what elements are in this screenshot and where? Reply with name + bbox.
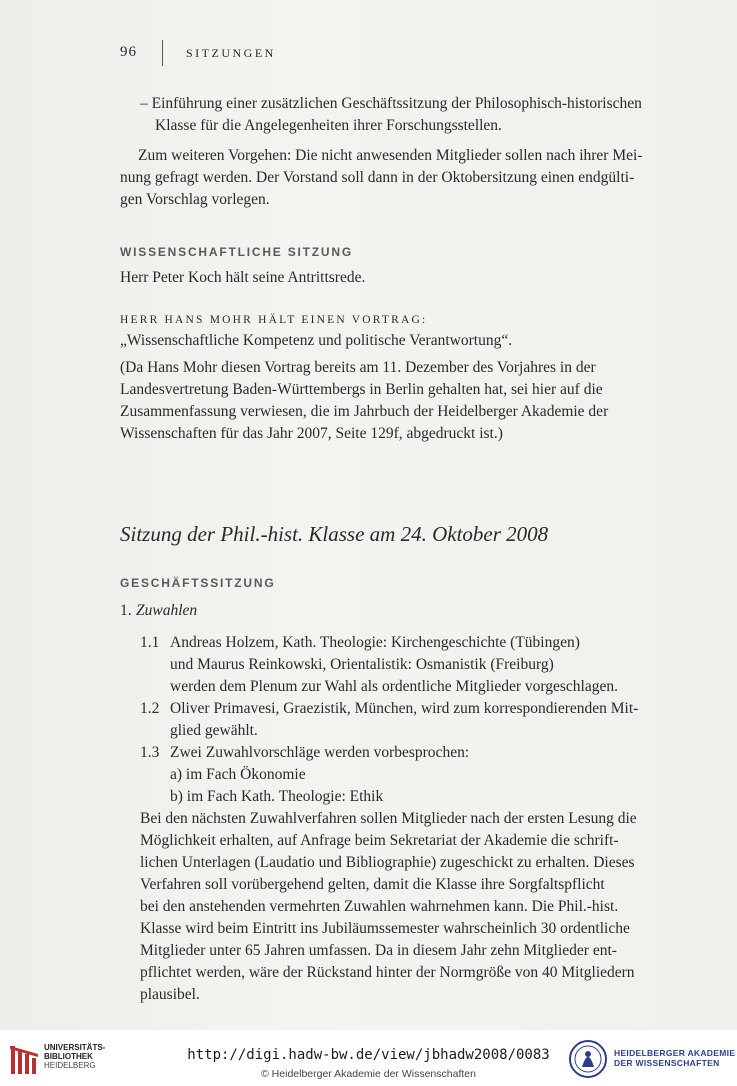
item-1-1-line-3: werden dem Plenum zur Wahl als ordentliche Mitglieder vorgeschlagen.	[170, 678, 618, 695]
closing-line-5: bei den anstehenden vermehrten Zuwahlen wahrnehmen kann. Die Phil.-hist.	[140, 898, 619, 915]
note-line-4: Wissenschaften für das Jahr 2007, Seite 129f, abgedruckt ist.)	[120, 425, 503, 442]
copyright-notice: © Heidelberger Akademie der Wissenschaften	[261, 1068, 476, 1080]
heading-business-session: GESCHÄFTSSITZUNG	[120, 576, 276, 590]
library-name-line-1: UNIVERSITÄTS-	[44, 1043, 106, 1052]
item-1-3-option-b: b) im Fach Kath. Theologie: Ethik	[170, 788, 384, 805]
running-title: SITZUNGEN	[186, 46, 276, 60]
item-1-1-number: 1.1	[140, 634, 160, 651]
item-1-3-line: Zwei Zuwahlvorschläge werden vorbesprochen:	[170, 744, 470, 761]
session-title: Sitzung der Phil.-hist. Klasse am 24. Oktober 2008	[120, 522, 549, 546]
closing-line-4: Verfahren soll vorübergehend gelten, damit die Klasse ihre Sorgfaltspflicht	[140, 876, 605, 893]
closing-line-6: Klasse wird beim Eintritt ins Jubiläumssemester wahrscheinlich 30 ordentliche	[140, 920, 630, 937]
document-url-link[interactable]: http://digi.hadw-bw.de/view/jbhadw2008/0083	[187, 1047, 550, 1063]
item-1-3-number: 1.3	[140, 744, 160, 761]
closing-line-3: lichen Unterlagen (Laudatio und Bibliographie) zugeschickt zu erhalten. Dieses	[140, 854, 635, 871]
intro-item-line-2: Klasse für die Angelegenheiten ihrer Forschungsstellen.	[155, 117, 502, 134]
item-1-2-line-2: glied gewählt.	[170, 722, 258, 739]
item-1-2-number: 1.2	[140, 700, 160, 717]
library-name-line-3: HEIDELBERG	[44, 1061, 96, 1070]
intro-item-line-1: – Einführung einer zusätzlichen Geschäftssitzung der Philosophisch-historischen	[140, 95, 642, 112]
note-line-2: Landesvertretung Baden-Württembergs in Berlin gehalten hat, sei hier auf die	[120, 381, 603, 398]
academy-name	[614, 1048, 735, 1068]
inaugural-lecture-note: Herr Peter Koch hält seine Antrittsrede.	[120, 269, 366, 286]
note-line-1: (Da Hans Mohr diesen Vortrag bereits am 11. Dezember des Vorjahres in der	[120, 359, 596, 376]
heading-scientific-session: WISSENSCHAFTLICHE SITZUNG	[120, 245, 353, 259]
closing-line-7: Mitglieder unter 65 Jahren umfassen. Da in diesem Jahr zehn Mitglieder ent-	[140, 942, 617, 959]
item-1-1-line-2: und Maurus Reinkowski, Orientalistik: Osmanistik (Freiburg)	[170, 656, 554, 673]
closing-line-2: Möglichkeit erhalten, auf Anfrage beim Sekretariat der Akademie die schrift-	[140, 832, 619, 849]
lecture-title: „Wissenschaftliche Kompetenz und politische Verantwortung“.	[120, 332, 513, 349]
header-divider	[162, 40, 163, 66]
note-line-3: Zusammenfassung verwiesen, die im Jahrbuch der Heidelberger Akademie der	[120, 403, 609, 420]
academy-seal-icon	[568, 1039, 608, 1079]
academy-name-line-2: DER WISSENSCHAFTEN	[614, 1058, 720, 1068]
item-1-3-option-a: a) im Fach Ökonomie	[170, 766, 306, 783]
page-number: 96	[120, 44, 137, 60]
library-name-line-2: BIBLIOTHEK	[44, 1052, 93, 1061]
procedure-line-2: nung gefragt werden. Der Vorstand soll dann in der Oktobersitzung einen endgülti-	[120, 169, 635, 186]
closing-line-1: Bei den nächsten Zuwahlverfahren sollen Mitglieder nach der ersten Lesung die	[140, 810, 637, 827]
procedure-line-3: gen Vorschlag vorlegen.	[120, 191, 270, 208]
lecture-heading: HERR HANS MOHR HÄLT EINEN VORTRAG:	[120, 314, 428, 326]
item-1-1-line-1: Andreas Holzem, Kath. Theologie: Kirchengeschichte (Tübingen)	[170, 634, 580, 651]
item-1-title: Zuwahlen	[136, 602, 198, 619]
item-1-2-line-1: Oliver Primavesi, Graezistik, München, wird zum korrespondierenden Mit-	[170, 700, 639, 717]
item-1-number: 1.	[120, 602, 132, 619]
viewer-footer	[0, 1030, 737, 1086]
closing-line-9: plausibel.	[140, 986, 200, 1003]
closing-line-8: pflichtet werden, wäre der Rückstand hinter der Normgröße von 40 Mitgliedern	[140, 964, 635, 981]
procedure-line-1: Zum weiteren Vorgehen: Die nicht anwesenden Mitglieder sollen nach ihrer Mei-	[138, 147, 643, 164]
academy-name-line-1: HEIDELBERGER AKADEMIE	[614, 1048, 736, 1058]
